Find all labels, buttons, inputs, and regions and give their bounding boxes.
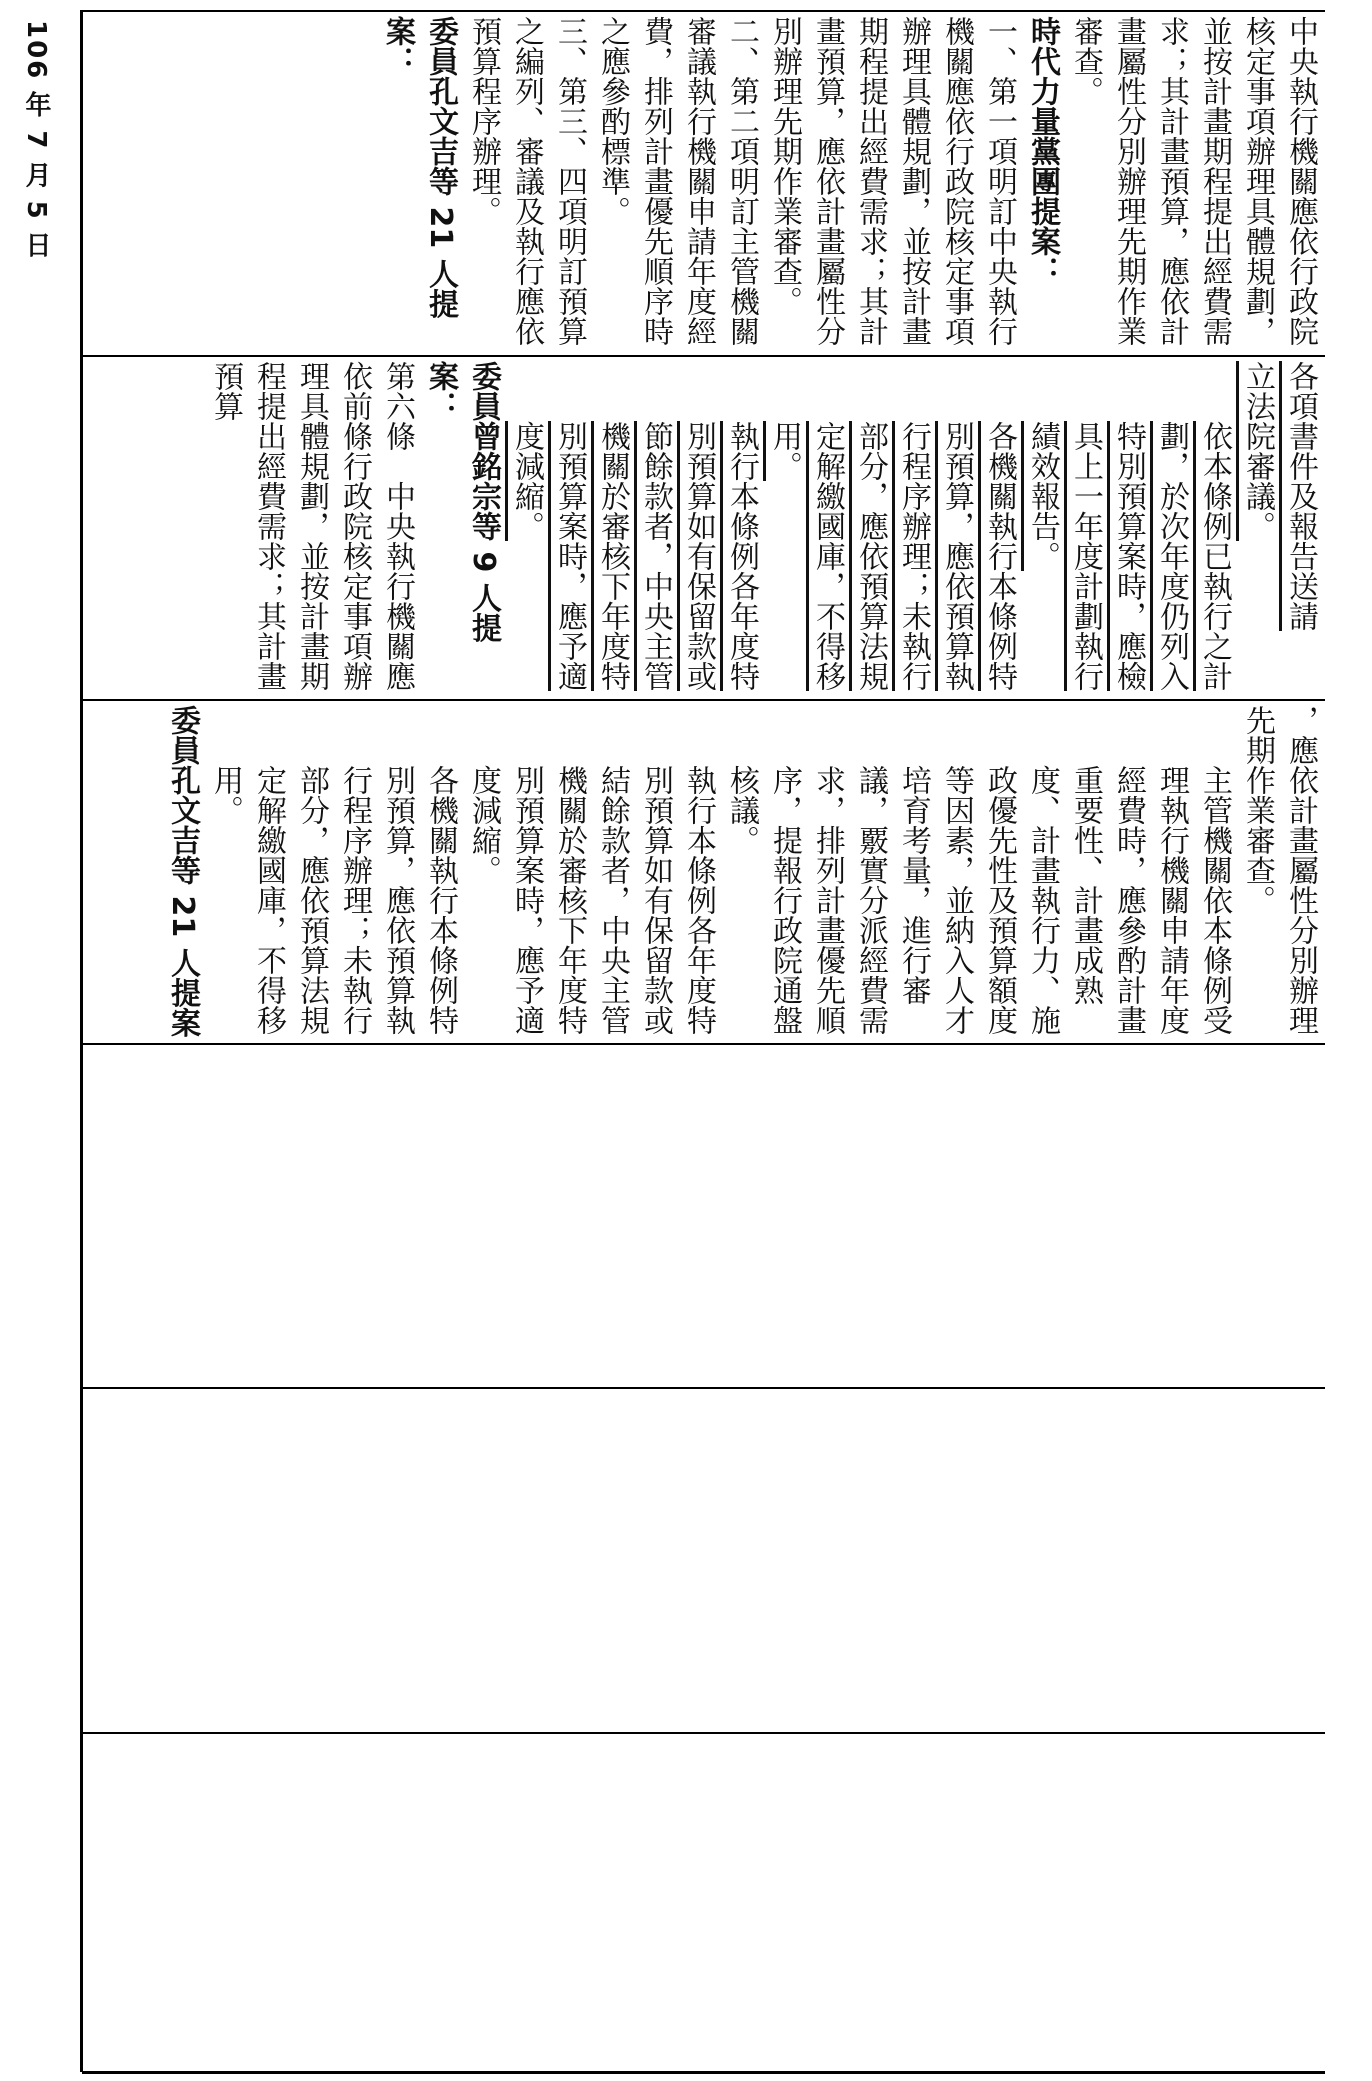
row-divider-1: [82, 355, 1325, 357]
paragraph: ，應依計畫屬性分別辦理先期作業審查。: [1240, 705, 1318, 1035]
paragraph: 立法院審議。: [1240, 361, 1275, 541]
paragraph: 各機關執行本條例特別預算，應依預算執行程序辦理；未執行部分，應依預算法規定解繳國庫，不得移用。: [208, 765, 458, 1035]
text-block-3: [88, 705, 1322, 1038]
top-rule: [82, 10, 1325, 12]
list-item-2: 二、第二項明訂主管機關審議執行機關申請年度經費，排列計畫優先順序時之應參酌標準。: [595, 16, 759, 346]
list-item-1: 一、第一項明訂中央執行機關應依行政院核定事項辦理具體規劃，並按計畫期程提出經費需求；其計畫預算，應依計畫屬性分別辦理先期作業審查。: [767, 16, 1017, 346]
party-heading: 時代力量黨團提案：: [1025, 16, 1060, 286]
list-item-3: 三、第三、四項明訂預算之編列、審議及執行應依預算程序辦理。: [466, 16, 587, 346]
left-border-rule: [80, 10, 83, 2072]
proposer-heading: 委員孔文吉等 21 人提案: [165, 705, 200, 1038]
row-divider-5: [82, 1732, 1325, 1734]
row-divider-3: [82, 1043, 1325, 1045]
row-divider-2: [82, 699, 1325, 701]
proposer-heading: 委員孔文吉等 21 人提案：: [380, 16, 458, 319]
text-block-2: [88, 361, 1322, 694]
paragraph: 中央執行機關應依行政院核定事項辦理具體規劃，並按計畫期程提出經費需求；其計畫預算，應依計畫屬性分別辦理先期作業審查。: [1068, 16, 1318, 346]
bottom-rule: [82, 2071, 1325, 2074]
paragraph: 依本條例已執行之計劃，於次年度仍列入特別預算案時，應檢具上一年度計劃執行績效報告。: [1025, 421, 1232, 691]
text-block-1: [88, 16, 1322, 350]
paragraph: 執行本條例各年度特別預算如有保留款或結餘款者，中央主管機關於審核下年度特別預算案時，應予適度減縮。: [466, 765, 716, 1035]
page-date: 106 年 7 月 5 日: [21, 20, 51, 260]
paragraph: 執行本條例各年度特別預算如有保留款或節餘款者，中央主管機關於審核下年度特別預算案時，應予適度減縮。: [509, 421, 759, 691]
row-divider-4: [82, 1387, 1325, 1389]
paragraph: 各機關執行本條例特別預算，應依預算執行程序辦理；未執行部分，應依預算法規定解繳國庫，不得移用。: [767, 421, 1017, 691]
paragraph: 主管機關依本條例受理執行機關申請年度經費時，應參酌計畫重要性、計畫成熟度、計畫執行力、施政優先性及預算額度等因素，並納入人才培育考量，進行審議，覈實分派經費需求，排列計畫優先順序，提報行政院通盤核議。: [724, 765, 1232, 1035]
proposer-heading: 委員曾銘宗等 9 人提案：: [423, 361, 501, 643]
paragraph: 各項書件及報告送請: [1283, 361, 1318, 631]
paragraph: 第六條 中央執行機關應依前條行政院核定事項辦理具體規劃，並按計畫期程提出經費需求；其計畫預算: [208, 361, 415, 691]
